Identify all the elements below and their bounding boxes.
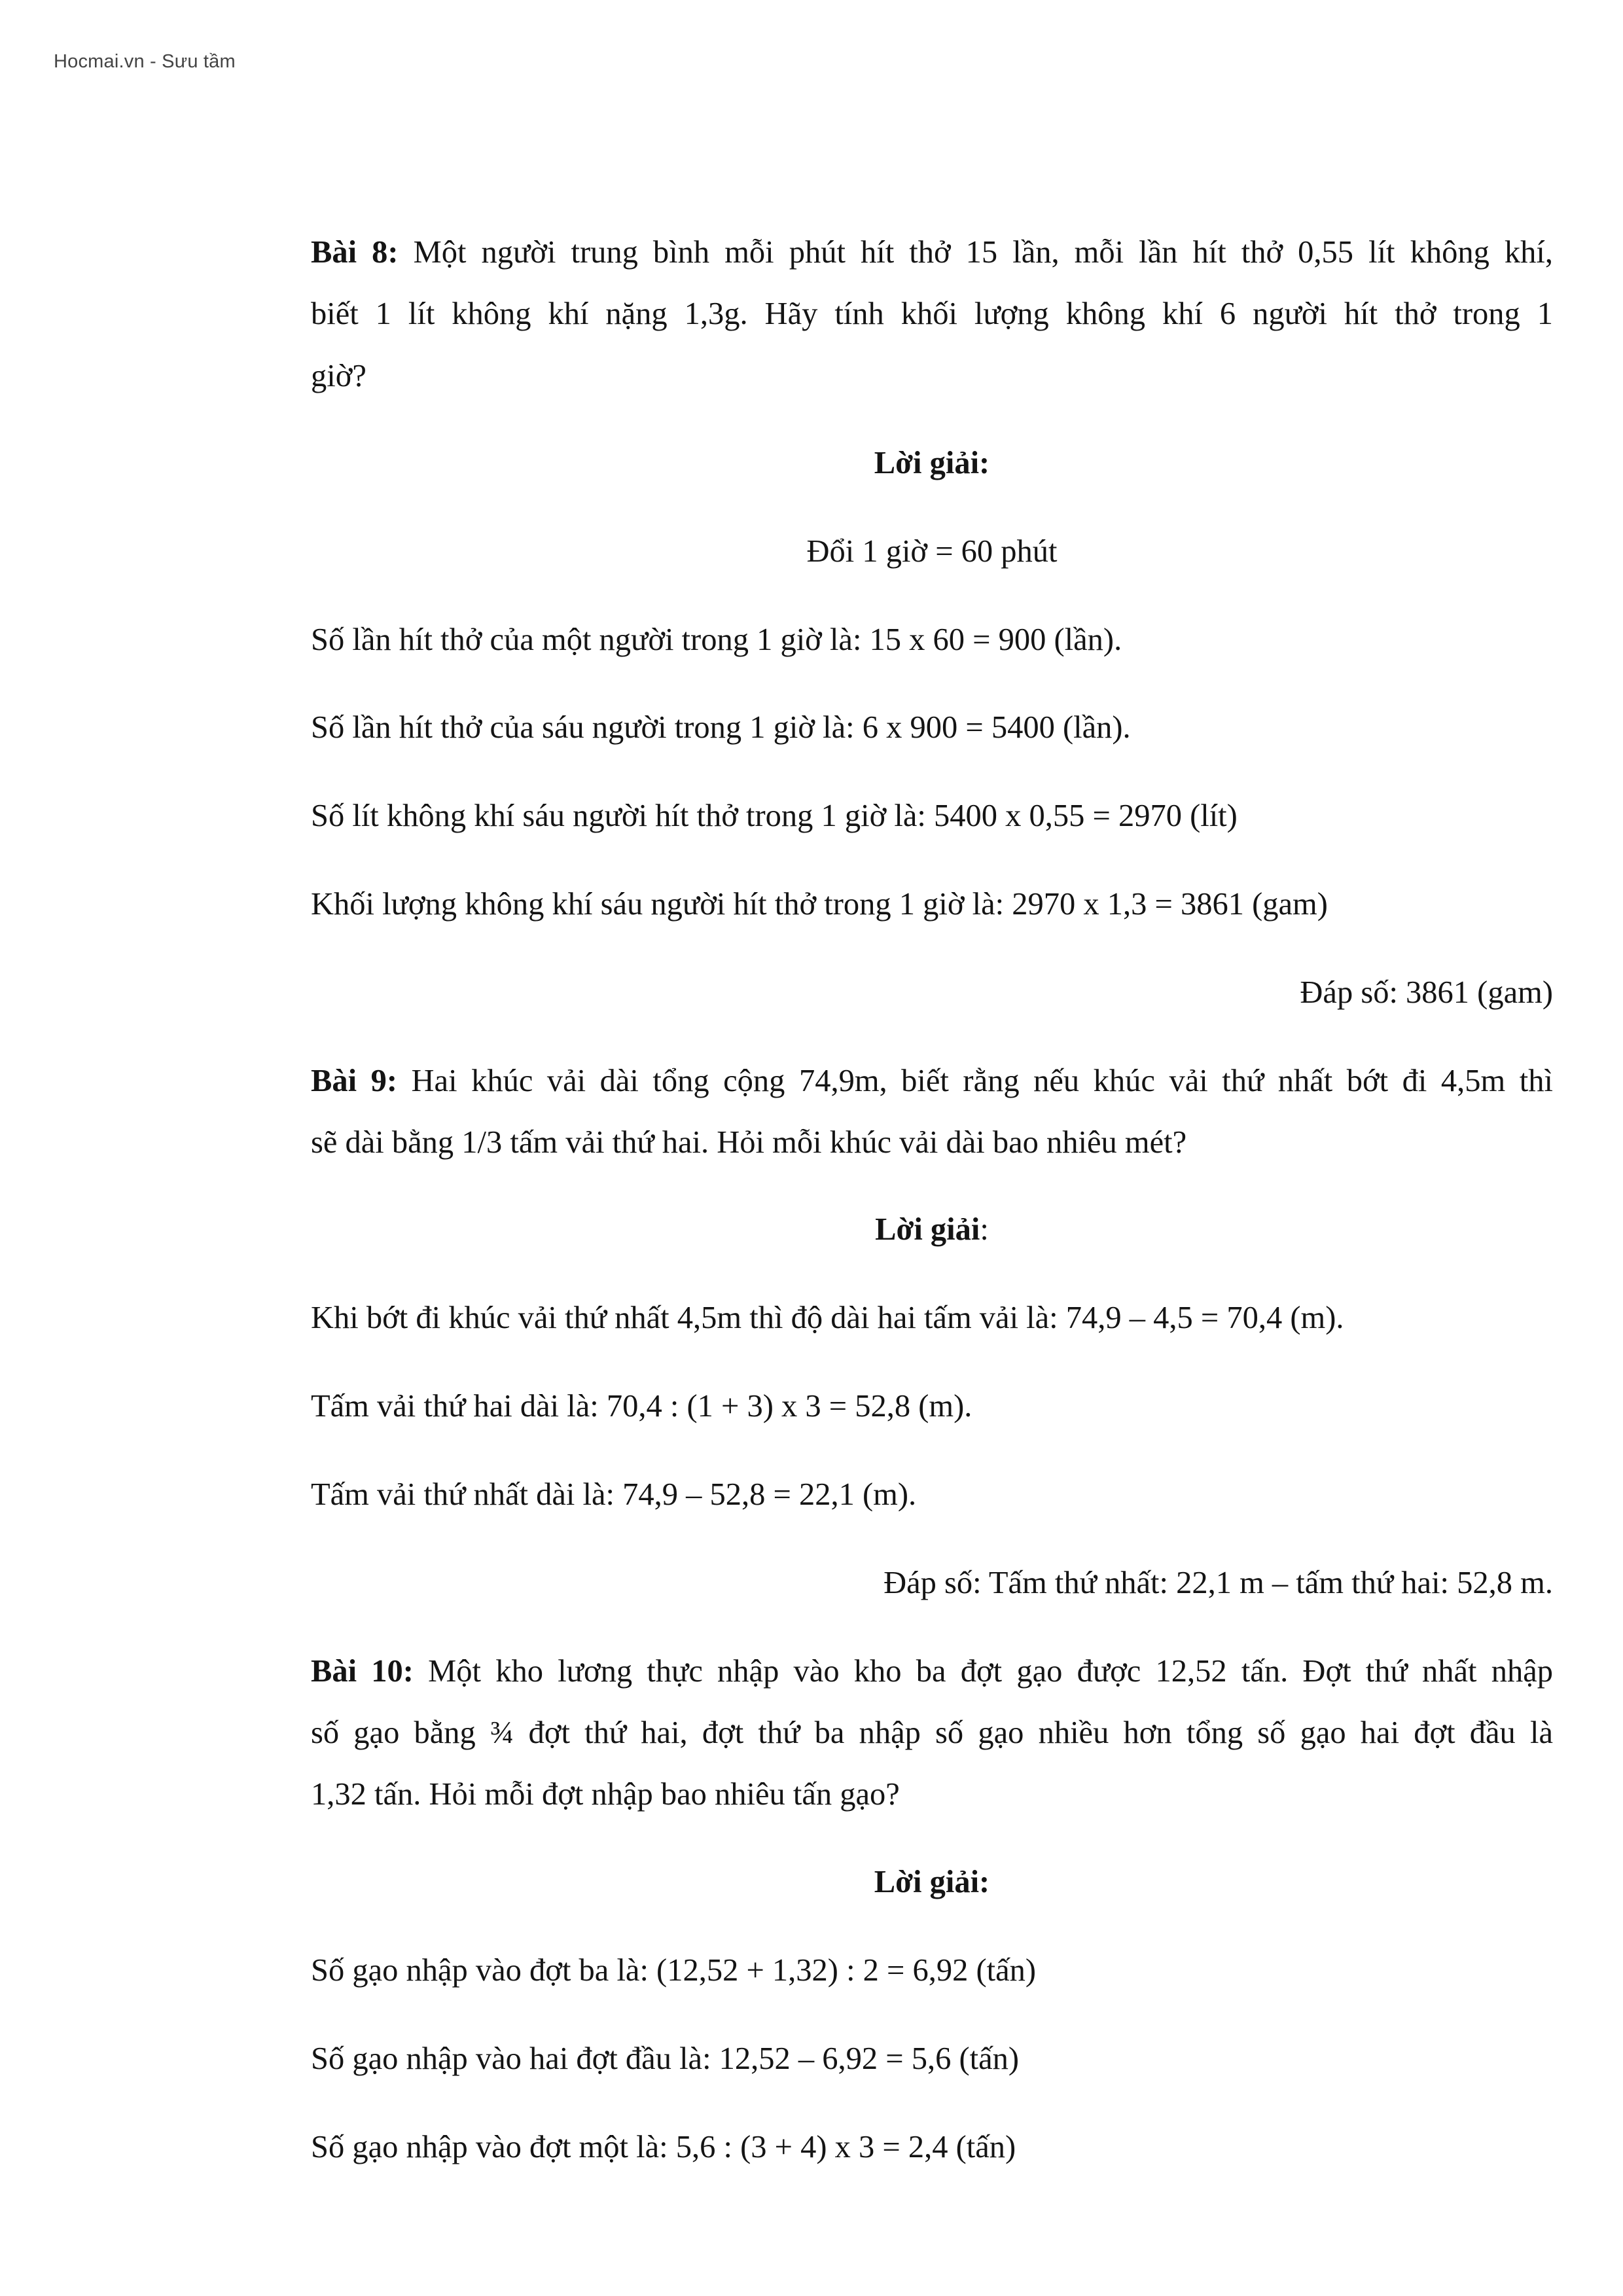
bai8-step-4: Số lít không khí sáu người hít thở trong 1 giờ là: 5400 x 0,55 = 2970 (lít) bbox=[311, 798, 1238, 833]
bai8-step-2: Số lần hít thở của một người trong 1 giờ là: 15 x 60 = 900 (lần). bbox=[311, 622, 1122, 657]
bai8-answer: Đáp số: 3861 (gam) bbox=[1300, 975, 1553, 1010]
bai8-question-line-2: biết 1 lít không khí nặng 1,3g. Hãy tính khối lượng không khí 6 người hít thở trong 1 bbox=[311, 296, 1553, 331]
bai8-step-5: Khối lượng không khí sáu người hít thở trong 1 giờ là: 2970 x 1,3 = 3861 (gam) bbox=[311, 887, 1328, 922]
bai9-label: Bài 9: bbox=[311, 1064, 397, 1098]
bai9-step-1: Khi bớt đi khúc vải thứ nhất 4,5m thì độ dài hai tấm vải là: 74,9 – 4,5 = 70,4 (m). bbox=[311, 1300, 1344, 1335]
bai10-step-2: Số gạo nhập vào hai đợt đầu là: 12,52 – 6,92 = 5,6 (tấn) bbox=[311, 2041, 1020, 2076]
bai9-solution-heading-colon: : bbox=[980, 1212, 989, 1247]
bai8-step-3: Số lần hít thở của sáu người trong 1 giờ là: 6 x 900 = 5400 (lần). bbox=[311, 710, 1131, 745]
bai9-solution-heading-text: Lời giải bbox=[875, 1212, 980, 1247]
bai9-answer: Đáp số: Tấm thứ nhất: 22,1 m – tấm thứ hai: 52,8 m. bbox=[883, 1566, 1553, 1600]
bai8-label: Bài 8: bbox=[311, 235, 399, 270]
bai9-step-3: Tấm vải thứ nhất dài là: 74,9 – 52,8 = 22,1 (m). bbox=[311, 1477, 917, 1512]
bai10-question-text-1: Một kho lương thực nhập vào kho ba đợt gạo được 12,52 tấn. Đợt thứ nhất nhập bbox=[413, 1654, 1553, 1689]
bai9-question-text-1: Hai khúc vải dài tổng cộng 74,9m, biết rằng nếu khúc vải thứ nhất bớt đi 4,5m thì bbox=[397, 1064, 1553, 1098]
bai8-step-1: Đổi 1 giờ = 60 phút bbox=[806, 534, 1058, 569]
bai9-solution-heading bbox=[311, 1210, 1553, 1249]
bai8-question-line-1 bbox=[311, 233, 1553, 272]
bai10-label: Bài 10: bbox=[311, 1654, 414, 1689]
bai8-solution-heading: Lời giải: bbox=[874, 446, 990, 480]
bai9-question-line-2: sẽ dài bằng 1/3 tấm vải thứ hai. Hỏi mỗi khúc vải dài bao nhiêu mét? bbox=[311, 1125, 1187, 1160]
bai9-question-line-1 bbox=[311, 1062, 1553, 1101]
bai10-step-3: Số gạo nhập vào đợt một là: 5,6 : (3 + 4) x 3 = 2,4 (tấn) bbox=[311, 2130, 1016, 2164]
bai9-step-2: Tấm vải thứ hai dài là: 70,4 : (1 + 3) x 3 = 52,8 (m). bbox=[311, 1389, 972, 1424]
bai8-question-text-1: Một người trung bình mỗi phút hít thở 15 lần, mỗi lần hít thở 0,55 lít không khí, bbox=[398, 235, 1554, 270]
bai8-question-line-3: giờ? bbox=[311, 359, 366, 393]
bai10-step-1: Số gạo nhập vào đợt ba là: (12,52 + 1,32) : 2 = 6,92 (tấn) bbox=[311, 1953, 1037, 1988]
bai10-question-line-1 bbox=[311, 1652, 1553, 1691]
bai10-question-line-2: số gạo bằng ¾ đợt thứ hai, đợt thứ ba nhập số gạo nhiều hơn tổng số gạo hai đợt đầu là bbox=[311, 1715, 1553, 1750]
source-watermark: Hocmai.vn - Sưu tầm bbox=[54, 51, 236, 72]
bai10-question-line-3: 1,32 tấn. Hỏi mỗi đợt nhập bao nhiêu tấn gạo? bbox=[311, 1777, 900, 1812]
bai10-solution-heading: Lời giải: bbox=[874, 1865, 990, 1899]
